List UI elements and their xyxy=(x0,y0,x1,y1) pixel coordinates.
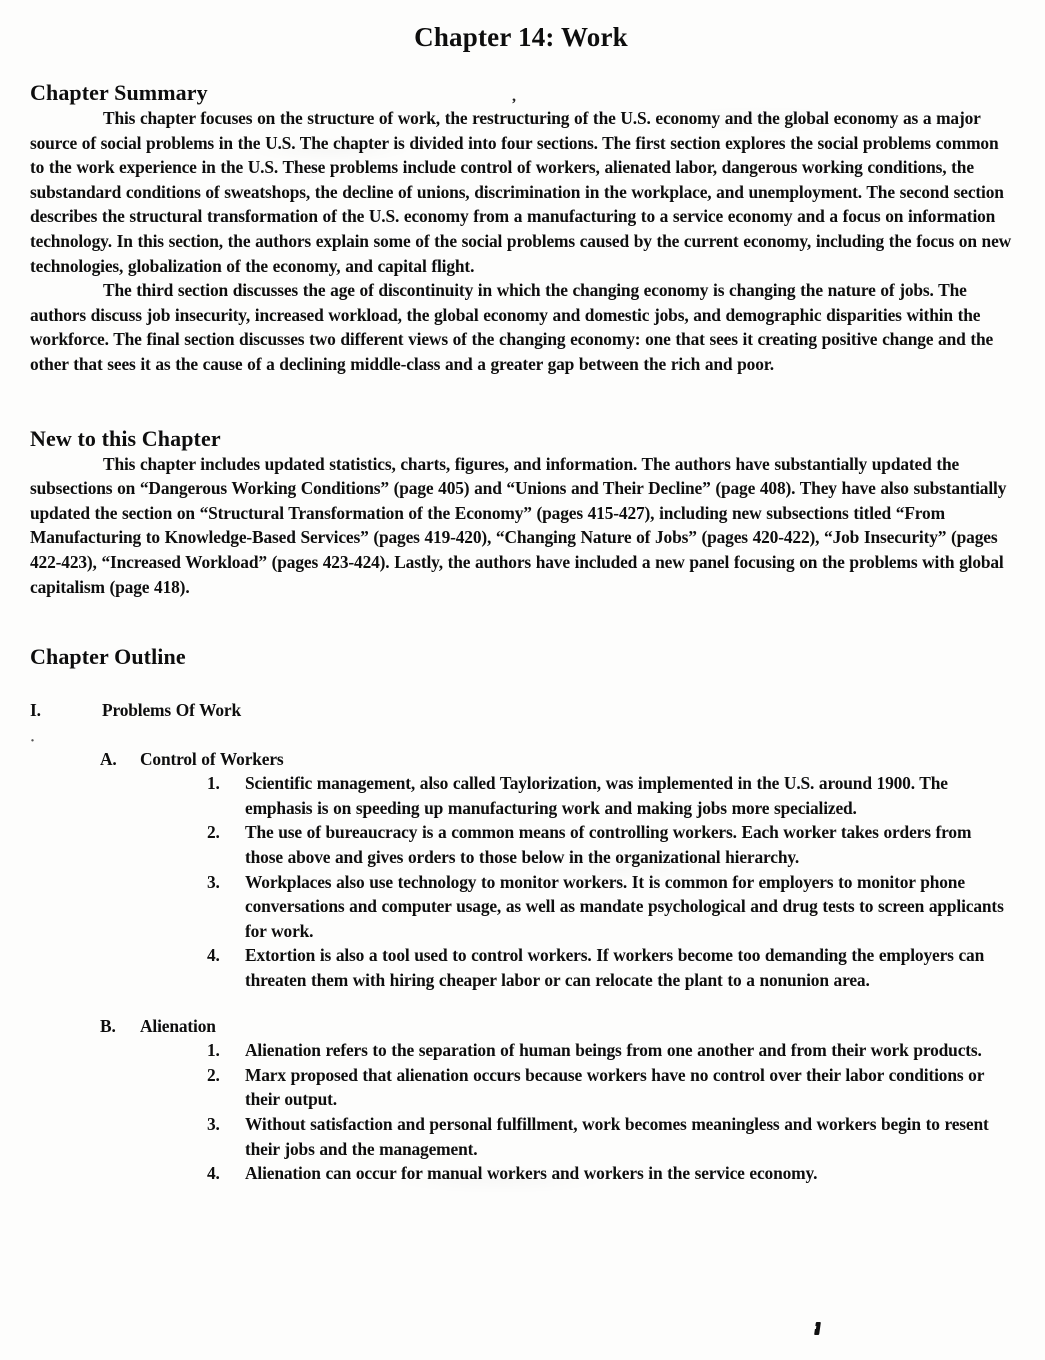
outline-item-text: Workplaces also use technology to monitor workers. It is common for employers to monitor phone conversations and computer usage, as well as mandate psychological and drug tests to screen applicants for work. xyxy=(245,871,1004,941)
outline-item xyxy=(207,1038,1012,1063)
subsection-heading xyxy=(100,1014,1012,1039)
outline-item xyxy=(207,771,1012,820)
new-to-chapter-paragraph: This chapter includes updated statistics, charts, figures, and information. The authors have substantially updated the subsections on “Dangerous Working Conditions” (page 405) and “Unions and Their Decline” (page 408). They have also substantially updated the section on “Structural Transformation of the Economy” (pages 415-427), including new subsections titled “From Manufacturing to Knowledge-Based Services” (pages 419-420), “Changing Nature of Jobs” (pages 420-422), “Job Insecurity” (pages 422-423), “Increased Workload” (pages 423-424). Lastly, the authors have included a new panel focusing on the problems with global capitalism (page 418). xyxy=(30,453,1007,597)
outline-item-text: Alienation refers to the separation of human beings from one another and from their work products. xyxy=(245,1040,982,1061)
outline-item-number: 2. xyxy=(207,822,220,843)
outline-item xyxy=(207,870,1012,944)
outline-item-number: 1. xyxy=(207,773,220,794)
scan-artifact: · xyxy=(30,733,36,749)
section-new-to-chapter xyxy=(30,426,1012,600)
scan-artifact xyxy=(814,1322,821,1335)
subsection-letter: B. xyxy=(100,1015,116,1036)
outline-item-number: 2. xyxy=(207,1064,220,1085)
outline-section-title: Problems Of Work xyxy=(102,700,242,721)
outline-subsection-control-of-workers xyxy=(100,747,1012,993)
outline xyxy=(30,698,1012,1186)
outline-roman-numeral: I. xyxy=(30,700,41,721)
outline-item-number: 1. xyxy=(207,1040,220,1061)
outline-subsection-alienation xyxy=(100,1014,1012,1186)
page-title: Chapter 14: Work xyxy=(414,22,628,52)
outline-item-text: Marx proposed that alienation occurs because workers have no control over their labor conditions or their output. xyxy=(245,1064,984,1110)
outline-item-text: Alienation can occur for manual workers and workers in the service economy. xyxy=(245,1163,818,1184)
outline-item-number: 3. xyxy=(207,871,220,892)
outline-item-text: Without satisfaction and personal fulfillment, work becomes meaningless and workers begin to resent their jobs and the management. xyxy=(245,1114,989,1159)
outline-item xyxy=(207,820,1012,869)
outline-item xyxy=(207,1112,1012,1161)
subsection-title: Control of Workers xyxy=(140,748,284,769)
section-chapter-outline xyxy=(30,644,1012,1186)
outline-item xyxy=(207,943,1012,992)
outline-item-number: 4. xyxy=(207,945,220,966)
chapter-summary-paragraph-2: The third section discusses the age of discontinuity in which the changing economy is changing the nature of jobs. The authors discuss job insecurity, increased workload, the global economy and domestic jobs, and demographic disparities within the workforce. The final section discusses two different views of the changing economy: one that sees it creating positive change and the other that sees it as the cause of a declining middle-class and a greater gap between the rich and poor. xyxy=(30,280,994,374)
section-chapter-summary xyxy=(30,80,1012,377)
subsection-title: Alienation xyxy=(140,1015,216,1036)
outline-item-number: 4. xyxy=(207,1163,220,1184)
outline-item-text: Scientific management, also called Taylorization, was implemented in the U.S. around 1900. The emphasis is on speeding up manufacturing work and making jobs more specialized. xyxy=(245,773,948,818)
chapter-summary-heading: Chapter Summary xyxy=(30,80,208,105)
outline-item-number: 3. xyxy=(207,1114,220,1134)
outline-item-text: Extortion is also a tool used to control workers. If workers become too demanding the employers can threaten them with hiring cheaper labor or can relocate the plant to a nonunion area. xyxy=(245,945,985,991)
outline-item-text: The use of bureaucracy is a common means of controlling workers. Each worker takes orders from those above and gives orders to those below in the organizational hierarchy. xyxy=(245,822,972,868)
subsection-letter: A. xyxy=(100,748,117,769)
chapter-outline-heading: Chapter Outline xyxy=(30,644,186,670)
new-to-chapter-heading: New to this Chapter xyxy=(30,425,221,451)
outline-item xyxy=(207,1161,1012,1186)
chapter-summary-paragraph-1: This chapter focuses on the structure of work, the restructuring of the U.S. economy and the global economy as a major source of social problems in the U.S. The chapter is divided into four sections. The first section explores the social problems common to the work experience in the U.S. These problems include control of workers, alienated labor, dangerous working conditions, the substandard conditions of sweatshops, the decline of unions, discrimination in the workplace, and unemployment. The second section describes the structural transformation of the U.S. economy from a manufacturing to a service economy and a focus on information technology. In this section, the authors explain some of the social problems caused by the current economy, including the focus on new technologies, globalization of the economy, and capital flight. xyxy=(30,108,1012,276)
subsection-heading xyxy=(100,747,1012,772)
outline-item xyxy=(207,1063,1012,1112)
scan-artifact: , xyxy=(512,88,516,105)
outline-level1-problems-of-work xyxy=(30,698,1012,723)
